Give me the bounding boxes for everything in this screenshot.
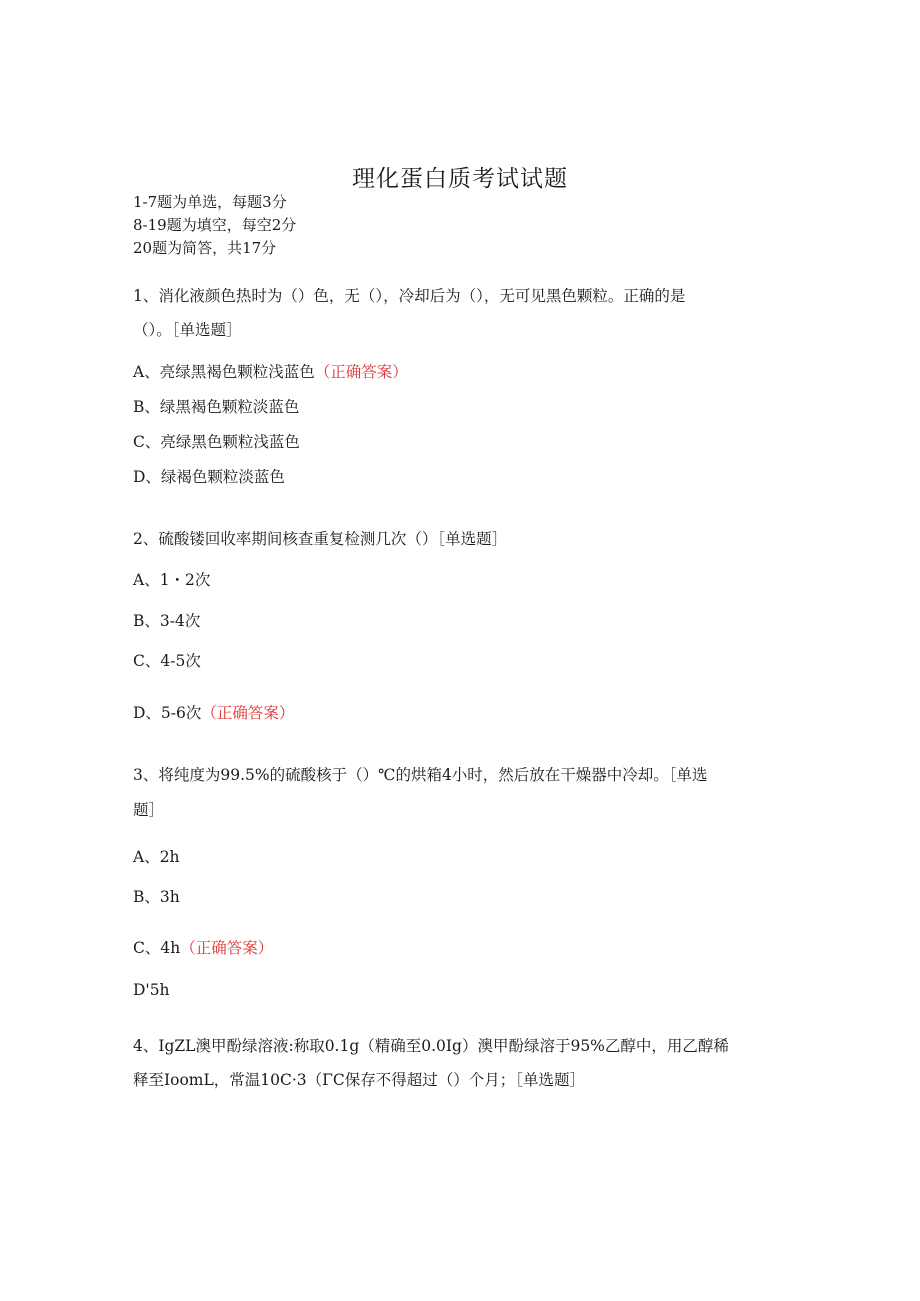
correct-answer-marker: （正确答案）	[180, 939, 274, 957]
question-3-text-line-1: 3、将纯度为99.5%的硫酸核于（）℃的烘箱4小时，然后放在干燥器中冷却。［单选	[133, 766, 708, 784]
question-2-option-a[interactable]: A、1・2次	[133, 571, 211, 589]
option-label: C、4h	[133, 939, 181, 957]
question-2-option-d[interactable]	[133, 703, 294, 723]
question-1-text-line-1: 1、消化液颜色热时为（）色，无（），冷却后为（），无可见黑色颗粒。正确的是	[133, 287, 686, 305]
question-1-option-b[interactable]: B、绿黑褐色颗粒淡蓝色	[133, 398, 300, 416]
question-2-option-c[interactable]: C、4-5次	[133, 652, 201, 670]
intro-line-2: 8-19题为填空，每空2分	[133, 216, 297, 234]
question-1-text-line-2: （）。［单选题］	[133, 321, 242, 339]
question-3-text-line-2: 题］	[133, 801, 165, 819]
question-3-option-a[interactable]: A、2h	[133, 848, 180, 866]
intro-line-3: 20题为简答，共17分	[133, 239, 277, 257]
question-1-option-d[interactable]: D、绿褐色颗粒淡蓝色	[133, 468, 285, 486]
option-label: D、5-6次	[133, 704, 202, 722]
question-3-option-c[interactable]	[133, 938, 273, 958]
question-3-option-d[interactable]: D'5h	[133, 981, 170, 999]
correct-answer-marker: （正确答案）	[314, 363, 408, 381]
page-title: 理化蛋白质考试试题	[352, 166, 568, 192]
question-2-text-line-1: 2、硫酸镂回收率期间核查重复检测几次（）［单选题］	[133, 530, 508, 548]
question-2-option-b[interactable]: B、3-4次	[133, 612, 201, 630]
correct-answer-marker: （正确答案）	[201, 704, 295, 722]
question-3-option-b[interactable]: B、3h	[133, 888, 180, 906]
question-1-option-c[interactable]: C、亮绿黑色颗粒浅蓝色	[133, 433, 300, 451]
question-4-text-line-2: 释至IoomL，常温10C·3（ΓC保存不得超过（）个月；［单选题］	[133, 1071, 586, 1089]
intro-line-1: 1-7题为单选，每题3分	[133, 193, 287, 211]
question-1-option-a[interactable]	[133, 362, 408, 382]
option-label: A、亮绿黑褐色颗粒浅蓝色	[133, 363, 315, 381]
question-4-text-line-1: 4、IgZL澳甲酚绿溶液:称取0.1g（精确至0.0Ig）澳甲酚绿溶于95%乙醇中，用乙醇稀	[133, 1037, 729, 1055]
